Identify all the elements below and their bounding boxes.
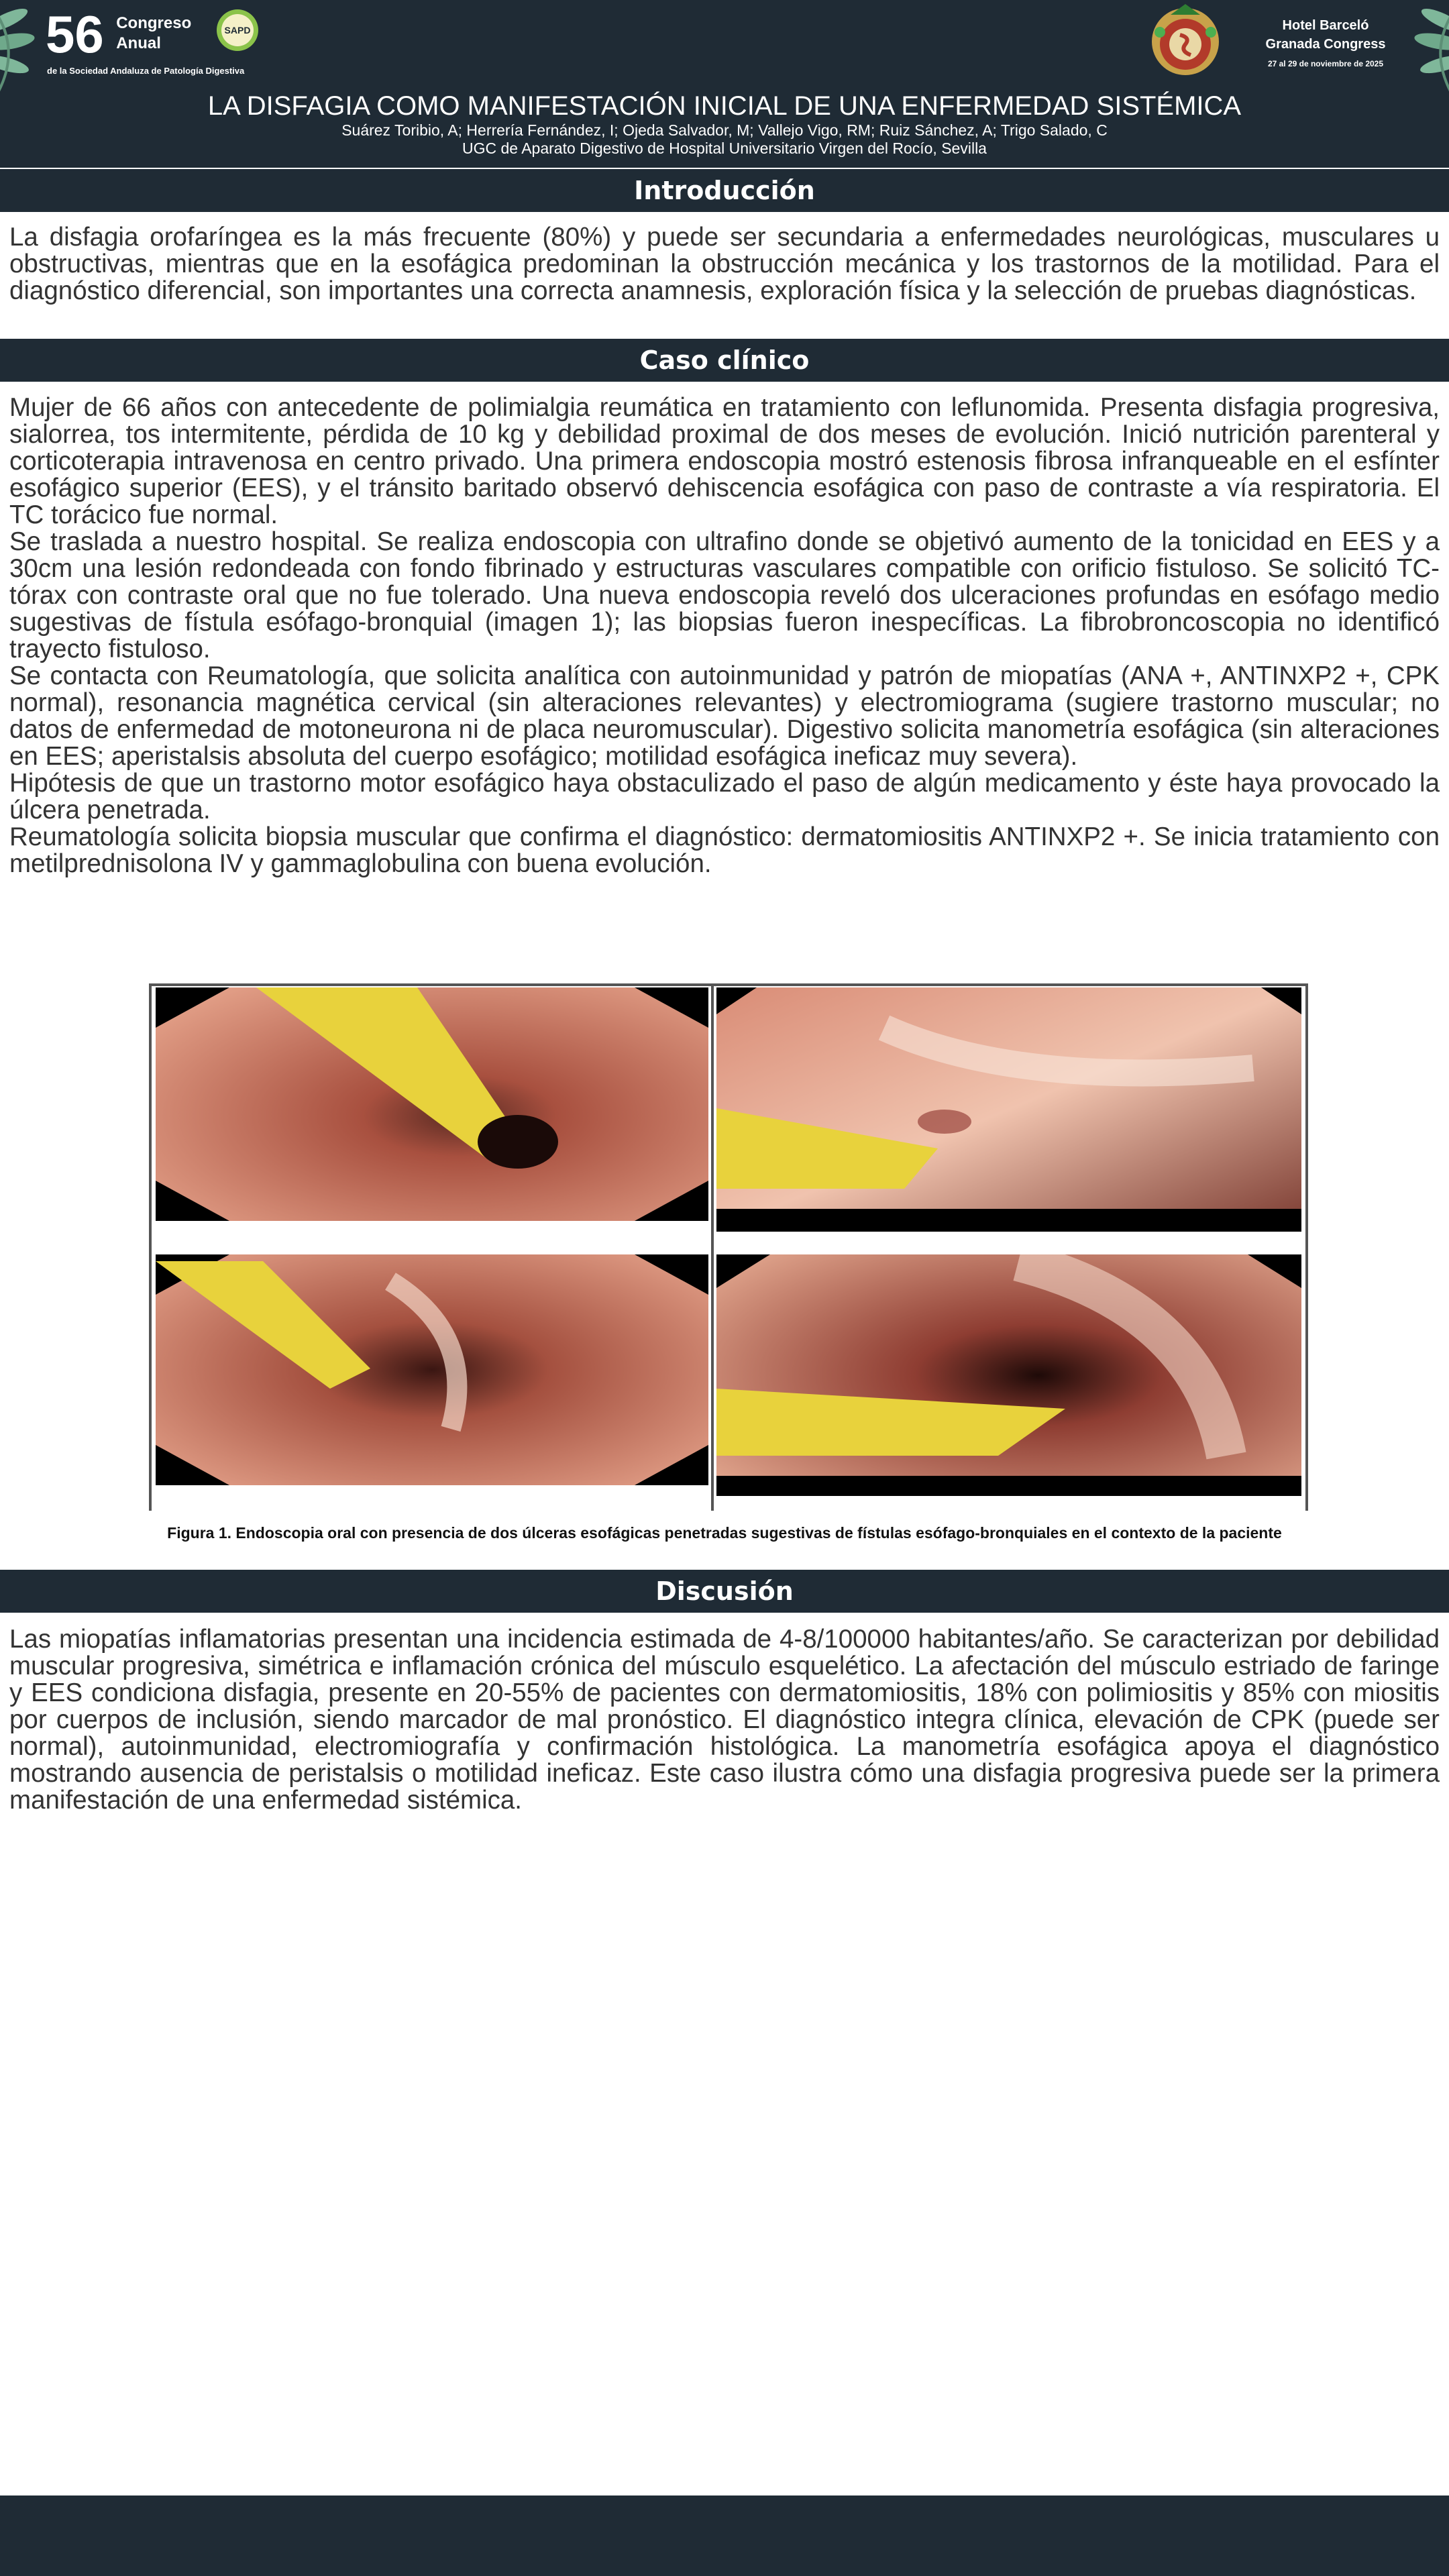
title-block: [0, 91, 1449, 158]
discussion-paragraph: Las miopatías inflamatorias presentan una incidencia estimada de 4-8/100000 habitantes/año. Se caracterizan por debilidad muscular progresiva, simétrica e inflamación crónica del músculo esquelético. La afectación del músculo estriado de faringe y EES condiciona disfagia, presente en 20-55% de pacientes con dermatomiositis, 18% con polimiositis y 85% con miositis por cuerpos de inclusión, siendo marcador de mal pronóstico. El diagnóstico integra clínica, elevación de CPK (puede ser normal), autoinmunidad, electromiografía y confirmación histológica. La manometría esofágica apoya el diagnóstico mostrando ausencia de peristalsis o motilidad ineficaz. Este caso ilustra cómo una disfagia progresiva puede ser la primera manifestación de una enfermedad sistémica.: [9, 1625, 1440, 1815]
endoscopy-image-4: [716, 1254, 1301, 1496]
congress-label: [116, 13, 191, 54]
case-paragraph: Se traslada a nuestro hospital. Se realiza endoscopia con ultrafino donde se objetivó aumento de la tonicidad en EES y a 30cm una lesión redondeada con fondo fibrinado y estructuras vasculares compatible con orificio fistuloso. Se solicitó TC-tórax con contraste oral que no fue tolerado. Una nueva endoscopia reveló dos ulceraciones profundas en esófago medio sugestivas de fístula esófago-bronquial (imagen 1); las biopsias fueron inespecíficas. La fibrobroncoscopia no identificó trayecto fistuloso.: [9, 527, 1440, 663]
event-dates: 27 al 29 de noviembre de 2025: [1267, 59, 1384, 68]
sapd-logo-text: SAPD: [221, 14, 254, 46]
sapd-logo: [217, 9, 258, 51]
congress-label-line1: Congreso: [116, 14, 192, 32]
figure-border: [149, 983, 1308, 986]
poster-footer: [0, 2496, 1449, 2576]
granada-emblem-icon: [1144, 0, 1228, 84]
leaf-decoration-icon: [1395, 0, 1449, 101]
endoscopy-figure: [149, 983, 1308, 1511]
section-heading-caso-clinico: Caso clínico: [0, 339, 1449, 382]
endoscopy-image-3: [156, 1254, 708, 1485]
endoscopy-image-1: [156, 987, 708, 1221]
endoscopy-image-2: [716, 987, 1301, 1232]
venue-name-line2: Granada Congress: [1265, 37, 1386, 52]
intro-text: [9, 224, 1440, 305]
section-heading-discusion: Discusión: [0, 1570, 1449, 1613]
case-paragraph: Reumatología solicita biopsia muscular que confirma el diagnóstico: dermatomiositis ANTINXP2 +. Se inicia tratamiento con metilprednisolona IV y gammaglobulina con buena evolución.: [9, 822, 1440, 878]
figure-border: [149, 983, 152, 1511]
authors: Suárez Toribio, A; Herrería Fernández, I; Ojeda Salvador, M; Vallejo Vigo, RM; Ruiz Sánchez, A; Trigo Salado, C: [341, 121, 1108, 139]
figure-border: [1305, 983, 1308, 1511]
section-heading-introduccion: Introducción: [0, 169, 1449, 212]
poster-title: LA DISFAGIA COMO MANIFESTACIÓN INICIAL DE UNA ENFERMEDAD SISTÉMICA: [207, 91, 1242, 121]
figure-border: [711, 983, 714, 1511]
poster-header: [0, 0, 1449, 168]
case-text: [9, 394, 1440, 877]
case-paragraph: Hipótesis de que un trastorno motor esofágico haya obstaculizado el paso de algún medicamento y éste haya provocado la úlcera penetrada.: [9, 769, 1440, 824]
intro-paragraph: La disfagia orofaríngea es la más frecuente (80%) y puede ser secundaria a enfermedades neurológicas, musculares u obstructivas, mientras que en la esofágica predominan la obstrucción mecánica y los trastornos de la motilidad. Para el diagnóstico diferencial, son importantes una correcta anamnesis, exploración física y la selección de pruebas diagnósticas.: [9, 223, 1440, 305]
discussion-text: [9, 1626, 1440, 1814]
figure-caption: Figura 1. Endoscopia oral con presencia de dos úlceras esofágicas penetradas sugestivas de fístulas esófago-bronquiales en el contexto de la paciente: [167, 1524, 1282, 1542]
affiliation: UGC de Aparato Digestivo de Hospital Universitario Virgen del Rocío, Sevilla: [462, 140, 987, 157]
venue-name-line1: Hotel Barceló: [1282, 18, 1369, 33]
venue-info: [1248, 16, 1403, 68]
case-paragraph: Se contacta con Reumatología, que solicita analítica con autoinmunidad y patrón de miopatías (ANA +, ANTINXP2 +, CPK normal), resonancia magnética cervical (sin alteraciones relevantes) y electromiograma (sugiere trastorno muscular; no datos de enfermedad de motoneurona ni de placa neuromuscular). Digestivo solicita manometría esofágica (sin alteraciones en EES; aperistalsis absoluta del cuerpo esofágico; motilidad esofágica ineficaz muy severa).: [9, 661, 1440, 771]
congress-label-line2: Anual: [116, 34, 161, 52]
case-paragraph: Mujer de 66 años con antecedente de polimialgia reumática en tratamiento con leflunomida. Presenta disfagia progresiva, sialorrea, tos intermitente, pérdida de 10 kg y debilidad proximal de dos meses de evolución. Inició nutrición parenteral y corticoterapia intravenosa en centro privado. Una primera endoscopia mostró estenosis fibrosa infranqueable en el esfínter esofágico superior (EES), y el tránsito baritado observó dehiscencia esofágica con paso de contraste a vía respiratoria. El TC torácico fue normal.: [9, 393, 1440, 529]
society-name: de la Sociedad Andaluza de Patología Digestiva: [47, 66, 245, 76]
congress-number: 56: [46, 5, 104, 64]
